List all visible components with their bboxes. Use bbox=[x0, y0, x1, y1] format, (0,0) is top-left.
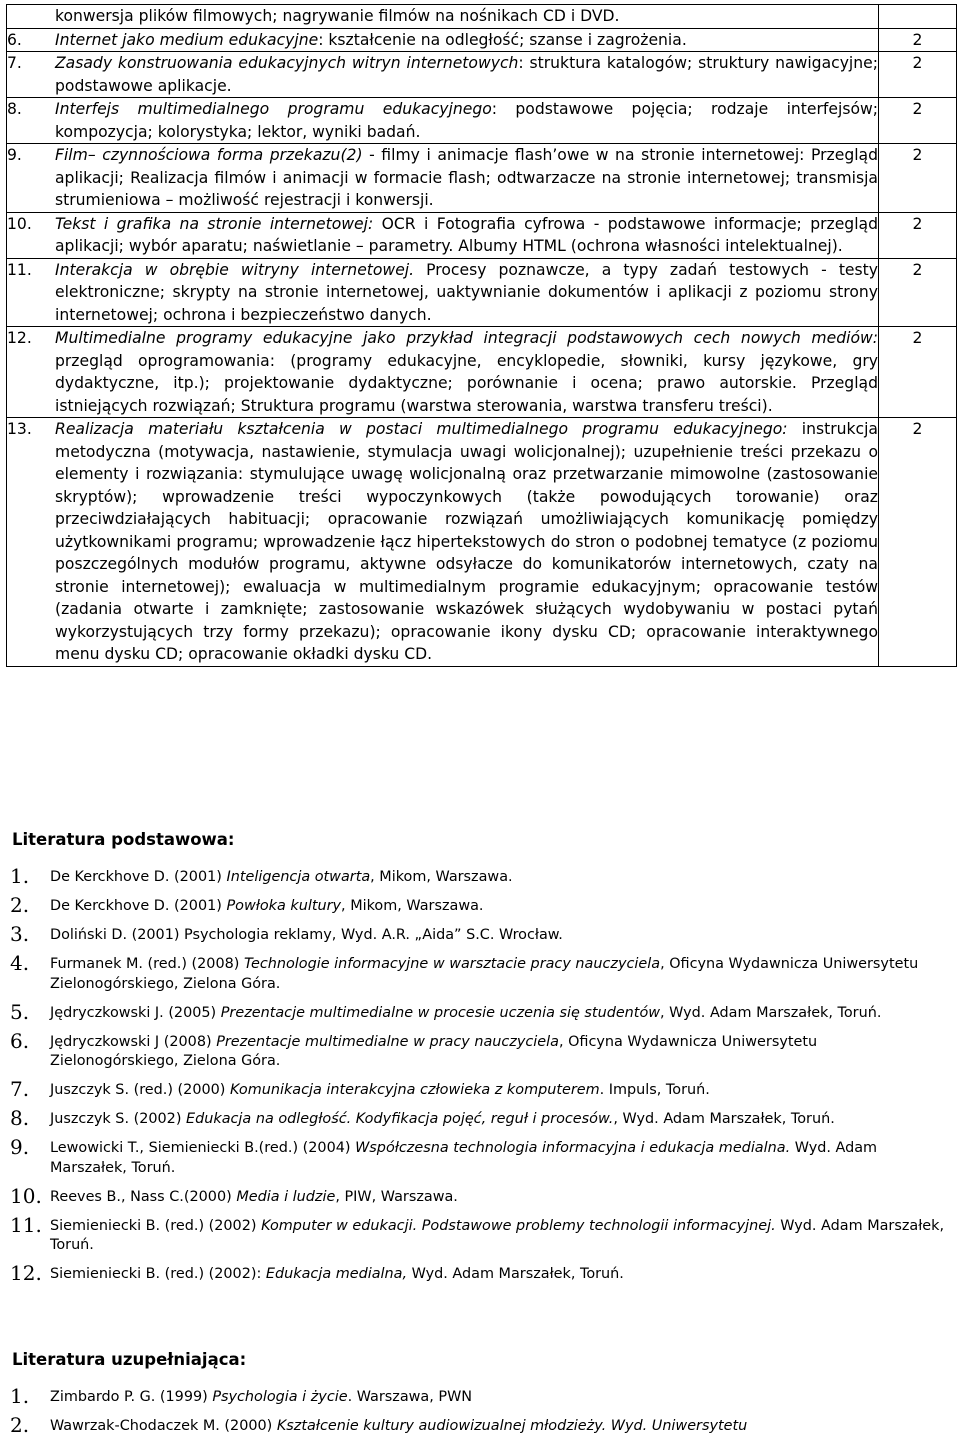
reference-title: Prezentacje multimedialne w procesie uczenia się studentów bbox=[220, 1004, 661, 1021]
topic-text bbox=[55, 144, 878, 212]
topic-number: 6. bbox=[7, 30, 22, 49]
reference-item bbox=[0, 864, 945, 888]
reference-publisher: Wyd. Adam Marszałek, Toruń. bbox=[407, 1266, 624, 1282]
reference-number: 9. bbox=[10, 1135, 30, 1159]
topic-cell bbox=[7, 98, 879, 144]
topic-text bbox=[55, 259, 878, 327]
reference-title: Kształcenie kultury audiowizualnej młodzieży. Wyd. Uniwersytetu bbox=[276, 1418, 748, 1434]
literature-basic-heading: Literatura podstawowa: bbox=[12, 830, 235, 849]
topic-title: Multimedialne programy edukacyjne jako przykład integracji podstawowych cech nowych mediów: bbox=[55, 329, 878, 347]
literature-extra-heading: Literatura uzupełniająca: bbox=[12, 1350, 247, 1369]
reference-number: 8. bbox=[10, 1106, 30, 1130]
reference-item bbox=[0, 1212, 945, 1256]
topic-hours: 2 bbox=[879, 418, 957, 667]
topic-number: 11. bbox=[7, 260, 32, 279]
topic-title: Internet jako medium edukacyjne bbox=[55, 30, 319, 49]
reference-title: Inteligencja otwarta bbox=[226, 869, 371, 885]
reference-author: Furmanek M. (red.) (2008) bbox=[50, 956, 244, 972]
reference-title: Edukacja na odległość. Kodyfikacja pojęć, reguł i procesów. bbox=[186, 1111, 614, 1127]
reference-author: Juszczyk S. (red.) (2000) bbox=[50, 1082, 230, 1098]
topic-row bbox=[7, 5, 957, 29]
reference-item bbox=[0, 1183, 945, 1208]
reference-item bbox=[0, 999, 945, 1024]
topic-cell bbox=[7, 28, 879, 52]
reference-number: 1. bbox=[10, 1384, 30, 1408]
topic-row bbox=[7, 28, 957, 52]
topic-hours: 2 bbox=[879, 327, 957, 418]
reference-number: 3. bbox=[10, 922, 30, 946]
reference-title: Prezentacje multimedialne w pracy nauczyciela bbox=[216, 1033, 559, 1050]
topic-row bbox=[7, 212, 957, 258]
topic-content bbox=[7, 52, 878, 97]
reference-publisher: . Impuls, Toruń. bbox=[599, 1082, 710, 1098]
topic-number: 13. bbox=[7, 420, 32, 438]
topic-content bbox=[7, 144, 878, 212]
topic-number: 7. bbox=[7, 54, 22, 72]
reference-publisher: , PIW, Warszawa. bbox=[335, 1188, 458, 1205]
reference-author: De Kerckhove D. (2001) bbox=[50, 869, 227, 885]
reference-item bbox=[0, 1413, 945, 1437]
topic-title: Interfejs multimedialnego programu edukacyjnego bbox=[55, 100, 492, 118]
literature-extra-list bbox=[0, 1384, 945, 1446]
topic-text bbox=[55, 52, 878, 97]
topic-description: : kształcenie na odległość; szanse i zagrożenia. bbox=[318, 30, 687, 49]
topic-row bbox=[7, 418, 957, 667]
reference-title: Edukacja medialna, bbox=[265, 1266, 408, 1282]
topic-description: : struktura katalogów; struktury nawigacyjne; podstawowe aplikacje. bbox=[55, 54, 878, 95]
reference-item bbox=[0, 1135, 945, 1178]
reference-number: 7. bbox=[10, 1077, 30, 1101]
topic-content bbox=[7, 418, 878, 666]
topic-text bbox=[55, 29, 878, 52]
reference-author: Doliński D. (2001) Psychologia reklamy, Wyd. A.R. „Aida” S.C. Wrocław. bbox=[50, 927, 563, 943]
topic-cell bbox=[7, 212, 879, 258]
reference-item bbox=[0, 1384, 945, 1408]
reference-number: 10. bbox=[10, 1183, 42, 1208]
reference-publisher: , Mikom, Warszawa. bbox=[370, 869, 513, 885]
topic-number: 8. bbox=[7, 100, 22, 118]
topic-content bbox=[7, 259, 878, 327]
reference-author: Siemieniecki B. (red.) (2002): bbox=[50, 1266, 266, 1282]
reference-item bbox=[0, 893, 945, 917]
reference-title: Technologie informacyjne w warsztacie pracy nauczyciela bbox=[243, 956, 661, 972]
topic-cell bbox=[7, 418, 879, 667]
reference-item bbox=[0, 1106, 945, 1130]
reference-item bbox=[0, 1077, 945, 1101]
topic-content bbox=[7, 213, 878, 258]
topic-hours: 2 bbox=[879, 52, 957, 98]
topic-description: instrukcja metodyczna (motywacja, nastawienie, stymulacja uwagi wolicjonalnej); uzupełnienie treści przekazu o elementy i rozwiązania: stymulujące uwagę wolicjonalną oraz przetwarzanie mimowolne (zastosowanie skryptów); wprowadzenie treści wypoczynkowych (także powodujących torowanie) oraz przeciwdziałających habituacji; opracowanie rozwiązań umożliwiających komunikację pomiędzy użytkownikami programu; wprowadzenie łącz hipertekstowych do stron o podobnej tematyce (z poziomu poszczególnych modułów programu, aktywne odsyłacze do komunikatorów internetowych, czaty na stronie internetowej); ewaluacja w multimedialnym programie edukacyjnym; opracowanie testów (zadania otwarte i zamknięte; zastosowanie wskazówek służących wydobywaniu w postaci pytań wykorzystujących trzy formy przekazu); opracowanie ikony dysku CD; opracowanie interaktywnego menu dysku CD; opracowanie okładki dysku CD. bbox=[55, 420, 878, 663]
topic-row bbox=[7, 258, 957, 327]
reference-publisher: Wyd. Adam Marszałek, Toruń. bbox=[50, 1140, 878, 1176]
reference-number: 5. bbox=[10, 999, 30, 1024]
reference-author: Wawrzak-Chodaczek M. (2000) bbox=[50, 1418, 277, 1434]
reference-number: 2. bbox=[10, 893, 30, 917]
reference-author: Zimbardo P. G. (1999) bbox=[50, 1389, 213, 1405]
reference-number: 11. bbox=[10, 1212, 42, 1237]
reference-title: Komputer w edukacji. Podstawowe problemy technologii informacyjnej. bbox=[261, 1217, 776, 1234]
topic-cell bbox=[7, 52, 879, 98]
topic-hours: 2 bbox=[879, 212, 957, 258]
topic-text bbox=[55, 5, 878, 28]
reference-publisher: , Oficyna Wydawnicza Uniwersytetu Zielonogórskiego, Zielona Góra. bbox=[50, 1033, 818, 1069]
topic-description: konwersja plików filmowych; nagrywanie filmów na nośnikach CD i DVD. bbox=[55, 7, 620, 25]
reference-publisher: . Warszawa, PWN bbox=[347, 1389, 473, 1405]
reference-author: Siemieniecki B. (red.) (2002) bbox=[50, 1217, 262, 1234]
topic-hours: 2 bbox=[879, 98, 957, 144]
reference-title: Współczesna technologia informacyjna i edukacja medialna. bbox=[355, 1140, 791, 1156]
reference-title: Komunikacja interakcyjna człowieka z komputerem bbox=[229, 1082, 600, 1098]
reference-publisher: , Mikom, Warszawa. bbox=[341, 898, 484, 914]
reference-publisher: Wyd. Adam Marszałek, Toruń. bbox=[50, 1217, 945, 1253]
topic-number bbox=[7, 5, 55, 28]
topic-title: Film– czynnościowa forma przekazu(2) bbox=[55, 146, 363, 164]
reference-author: Jędryczkowski J (2008) bbox=[50, 1033, 217, 1050]
topic-content bbox=[7, 29, 878, 52]
reference-title: Powłoka kultury bbox=[226, 898, 342, 914]
reference-author: Reeves B., Nass C.(2000) bbox=[50, 1188, 237, 1205]
topic-hours bbox=[879, 5, 957, 29]
topic-description: OCR i Fotografia cyfrowa - podstawowe informacje; przegląd aplikacji; wybór aparatu; naświetlanie – parametry. Albumy HTML (ochrona własności intelektualnej). bbox=[55, 214, 878, 255]
topic-text bbox=[55, 418, 878, 666]
topic-text bbox=[55, 98, 878, 143]
topic-cell bbox=[7, 5, 879, 29]
reference-author: Jędryczkowski J. (2005) bbox=[50, 1004, 221, 1021]
reference-publisher: , Wyd. Adam Marszałek, Toruń. bbox=[613, 1111, 835, 1127]
reference-number: 2. bbox=[10, 1413, 30, 1437]
topic-description: - filmy i animacje flash’owe w na stronie internetowej: Przegląd aplikacji; Realizacja filmów i animacji w formacie flash; odtwarzacze na stronie internetowej; transmisja strumieniowa – możliwość rejestracji i konwersji. bbox=[55, 146, 879, 209]
literature-basic-list bbox=[0, 864, 945, 1294]
topic-number: 12. bbox=[7, 329, 32, 347]
topic-text bbox=[55, 327, 878, 417]
topic-row bbox=[7, 98, 957, 144]
reference-author: Lewowicki T., Siemieniecki B.(red.) (2004) bbox=[50, 1140, 356, 1156]
topic-description: przegląd oprogramowania: (programy edukacyjne, encyklopedie, słowniki, kursy językowe, gry dydaktyczne, itp.); projektowanie dydaktyczne; porównanie i ocena; prawo autorskie. Przegląd istniejących rozwiązań; Struktura programu (warstwa sterowania, warstwa transferu treści). bbox=[55, 351, 878, 415]
topic-title: Interakcja w obrębie witryny internetowej. bbox=[55, 260, 415, 279]
topic-description: Procesy poznawcze, a typy zadań testowych - testy elektroniczne; skrypty na stronie internetowej, uaktywnianie dokumentów i aplikacji z poziomu strony internetowej; ochrona i bezpieczeństwo danych. bbox=[55, 260, 878, 324]
topic-title: Tekst i grafika na stronie internetowej: bbox=[55, 214, 374, 233]
topic-cell bbox=[7, 327, 879, 418]
topic-content bbox=[7, 327, 878, 417]
reference-number: 1. bbox=[10, 864, 30, 888]
topics-table bbox=[6, 4, 957, 667]
reference-number: 12. bbox=[10, 1261, 42, 1285]
reference-item bbox=[0, 1028, 945, 1072]
topic-text bbox=[55, 213, 878, 258]
topic-title: Realizacja materiału kształcenia w postaci multimedialnego programu edukacyjnego: bbox=[55, 420, 788, 438]
reference-number: 6. bbox=[10, 1028, 30, 1053]
reference-item bbox=[0, 1261, 945, 1285]
topic-row bbox=[7, 144, 957, 213]
topic-cell bbox=[7, 258, 879, 327]
reference-author: De Kerckhove D. (2001) bbox=[50, 898, 227, 914]
reference-number: 4. bbox=[10, 951, 30, 975]
topic-hours: 2 bbox=[879, 28, 957, 52]
topic-cell bbox=[7, 144, 879, 213]
topic-row bbox=[7, 327, 957, 418]
reference-title: Media i ludzie bbox=[236, 1188, 336, 1205]
reference-title: Psychologia i życie bbox=[212, 1389, 348, 1405]
reference-author: Juszczyk S. (2002) bbox=[50, 1111, 187, 1127]
topic-row bbox=[7, 52, 957, 98]
reference-item bbox=[0, 922, 945, 946]
topic-hours: 2 bbox=[879, 258, 957, 327]
topic-content bbox=[7, 5, 878, 28]
topic-number: 9. bbox=[7, 146, 22, 164]
reference-publisher: , Wyd. Adam Marszałek, Toruń. bbox=[660, 1004, 882, 1021]
topic-title: Zasady konstruowania edukacyjnych witryn internetowych bbox=[55, 54, 519, 72]
reference-publisher: , Oficyna Wydawnicza Uniwersytetu Zielonogórskiego, Zielona Góra. bbox=[50, 956, 919, 992]
reference-item bbox=[0, 951, 945, 994]
topic-hours: 2 bbox=[879, 144, 957, 213]
topic-description: : podstawowe pojęcia; rodzaje interfejsów; kompozycja; kolorystyka; lektor, wyniki badań. bbox=[55, 100, 878, 141]
topic-content bbox=[7, 98, 878, 143]
topic-number: 10. bbox=[7, 214, 32, 233]
